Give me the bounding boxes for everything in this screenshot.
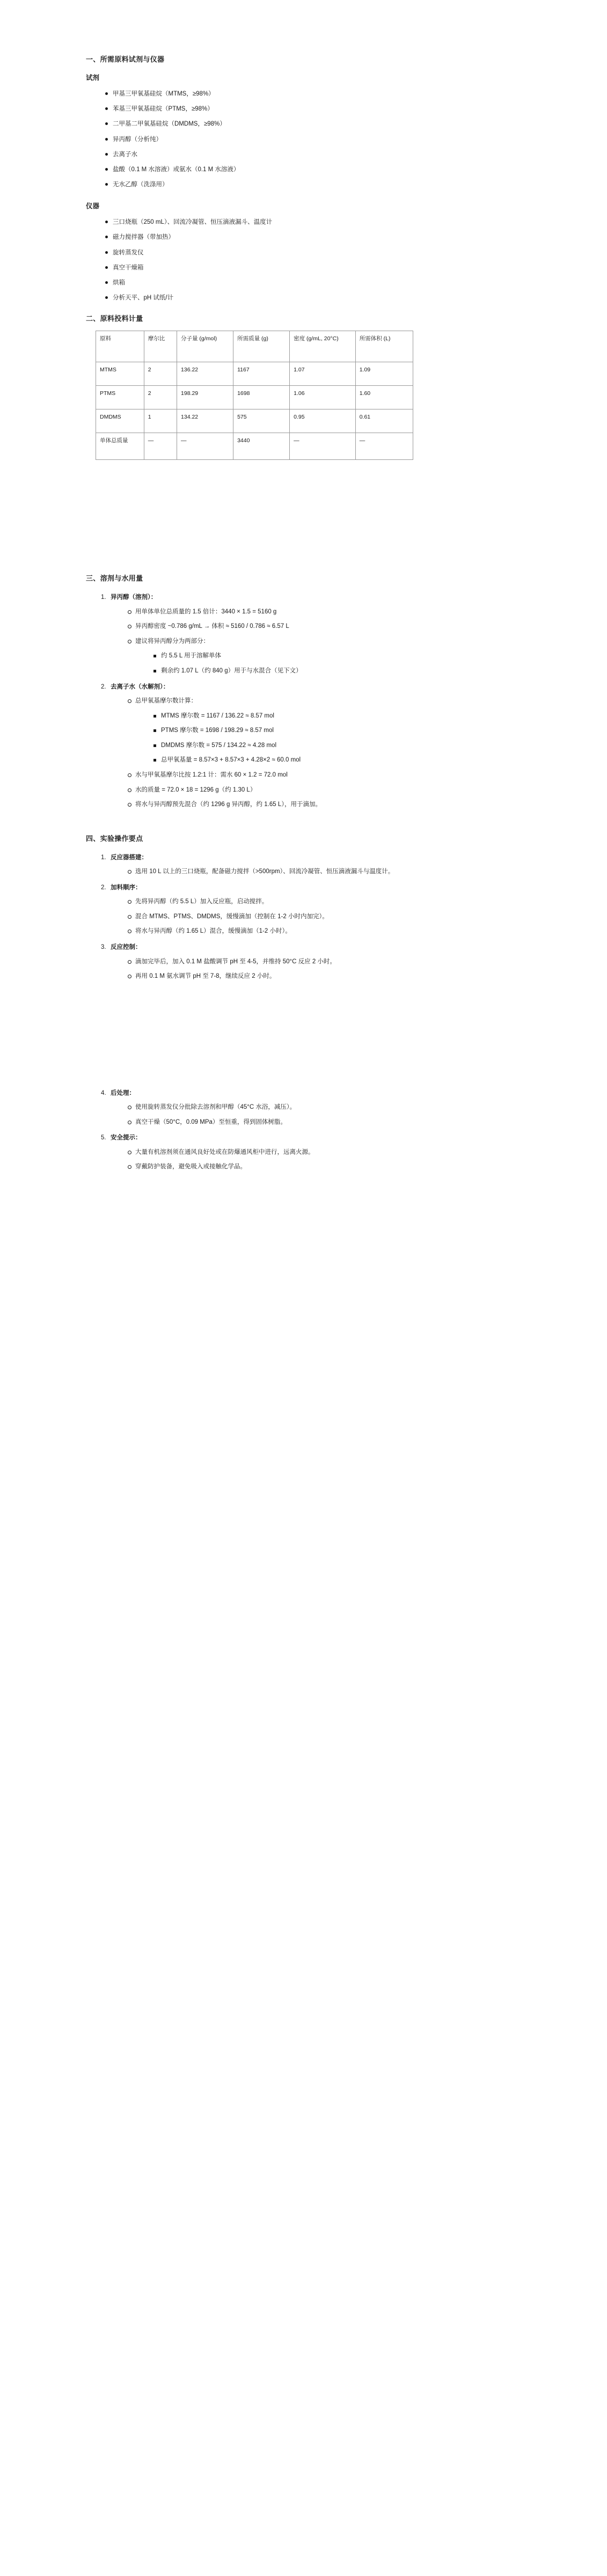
list-item-title: 异丙醇（溶剂）： xyxy=(111,594,157,601)
list-item xyxy=(111,851,521,880)
sub-list-item xyxy=(128,694,521,768)
instrument-list xyxy=(86,215,521,305)
cell-required-mass: 1167 xyxy=(233,362,290,386)
cell-molar-ratio: 2 xyxy=(144,386,177,409)
sub-list-item-text: 总甲氧基摩尔数计算： xyxy=(135,698,197,705)
cell-molar-ratio: — xyxy=(144,433,177,460)
list-item: 苯基三甲氧基硅烷（PTMS，≥98%） xyxy=(105,101,521,116)
list-item-title: 安全提示： xyxy=(111,1135,142,1141)
sub-list-item: 水的质量 = 72.0 × 18 = 1296 g（约 1.30 L） xyxy=(128,783,521,798)
section-heading-dosing: 二、原料投料计量 xyxy=(86,314,143,323)
cell-required-volume: — xyxy=(355,433,413,460)
sub-sub-list-item: 剩余约 1.07 L（约 840 g）用于与水混合（见下文） xyxy=(153,664,521,679)
spacer xyxy=(86,460,521,573)
sub-list-item: 再用 0.1 M 氨水调节 pH 至 7-8，继续反应 2 小时。 xyxy=(128,969,521,984)
list-item: 二甲基二甲氧基硅烷（DMDMS，≥98%） xyxy=(105,116,521,131)
cell-molar-ratio: 2 xyxy=(144,362,177,386)
sub-list-item: 水与甲氧基摩尔比按 1.2:1 计：需水 60 × 1.2 = 72.0 mol xyxy=(128,768,521,783)
subheading-instruments: 仪器 xyxy=(86,202,100,210)
list-item: 旋转蒸发仪 xyxy=(105,245,521,260)
cell-density: 1.06 xyxy=(290,386,356,409)
cell-material: PTMS xyxy=(96,386,144,409)
sub-list-item: 真空干燥（50°C，0.09 MPa）至恒重，得到固体树脂。 xyxy=(128,1115,521,1130)
col-header-required-mass: 所需质量 (g) xyxy=(233,331,290,362)
cell-density: 0.95 xyxy=(290,409,356,433)
cell-required-mass: 1698 xyxy=(233,386,290,409)
list-item: 磁力搅拌器（带加热） xyxy=(105,230,521,245)
cell-required-volume: 1.60 xyxy=(355,386,413,409)
cell-molar-ratio: 1 xyxy=(144,409,177,433)
cell-required-volume: 0.61 xyxy=(355,409,413,433)
list-item xyxy=(111,1131,521,1175)
list-item xyxy=(111,940,521,984)
sub-list xyxy=(111,955,521,984)
sub-list-item: 用单体单位总质量的 1.5 倍计：3440 × 1.5 = 5160 g xyxy=(128,605,521,620)
col-header-required-volume: 所需体积 (L) xyxy=(355,331,413,362)
cell-required-mass: 575 xyxy=(233,409,290,433)
table-head xyxy=(96,331,413,362)
list-item xyxy=(111,881,521,939)
sub-list-item: 使用旋转蒸发仪分批除去溶剂和甲醇（45°C 水浴，减压）。 xyxy=(128,1100,521,1115)
cell-required-mass: 3440 xyxy=(233,433,290,460)
sub-list-item xyxy=(128,634,521,679)
sub-list-item: 将水与异丙醇（约 1.65 L）混合，缓慢滴加（1-2 小时）。 xyxy=(128,924,521,939)
sub-sub-list xyxy=(135,709,521,768)
sub-list-item: 滴加完毕后，加入 0.1 M 盐酸调节 pH 至 4-5，并维持 50°C 反应 2 小时。 xyxy=(128,955,521,970)
cell-molecular-weight: 134.22 xyxy=(177,409,233,433)
list-item-title: 反应控制： xyxy=(111,944,142,951)
sub-list xyxy=(111,865,521,880)
sub-list xyxy=(111,605,521,679)
list-item: 三口烧瓶（250 mL）、回流冷凝管、恒压滴液漏斗、温度计 xyxy=(105,215,521,230)
spacer xyxy=(86,985,521,1086)
sub-list-item: 大量有机溶剂须在通风良好处或在防爆通风柜中进行，远离火源。 xyxy=(128,1145,521,1160)
cell-material: 单体总质量 xyxy=(96,433,144,460)
table-header-row xyxy=(96,331,413,362)
cell-material: DMDMS xyxy=(96,409,144,433)
cell-material: MTMS xyxy=(96,362,144,386)
sub-list-item: 混合 MTMS、PTMS、DMDMS，缓慢滴加（控制在 1-2 小时内加完）。 xyxy=(128,910,521,925)
procedure-list-part1 xyxy=(86,851,521,984)
col-header-molar-ratio: 摩尔比 xyxy=(144,331,177,362)
sub-list-item: 异丙醇密度 ~0.786 g/mL → 体积 ≈ 5160 / 0.786 ≈ 6.57 L xyxy=(128,619,521,634)
sub-list-item: 选用 10 L 以上的三口烧瓶，配备磁力搅拌（>500rpm）、回流冷凝管、恒压滴液漏斗与温度计。 xyxy=(128,865,521,880)
cell-molecular-weight: — xyxy=(177,433,233,460)
list-item: 去离子水 xyxy=(105,147,521,162)
list-item: 盐酸（0.1 M 水溶液）或氨水（0.1 M 水溶液） xyxy=(105,162,521,177)
col-header-density: 密度 (g/mL, 20°C) xyxy=(290,331,356,362)
section-heading-reagents: 一、所需原料试剂与仪器 xyxy=(86,55,165,63)
sub-list-item: 穿戴防护装备，避免吸入或接触化学品。 xyxy=(128,1160,521,1175)
subheading-reagents: 试剂 xyxy=(86,74,100,82)
cell-required-volume: 1.09 xyxy=(355,362,413,386)
list-item xyxy=(111,1086,521,1130)
list-item: 分析天平、pH 试纸/计 xyxy=(105,290,521,305)
section-heading-solvent-water: 三、溶剂与水用量 xyxy=(86,574,143,583)
table-body xyxy=(96,362,413,460)
spacer xyxy=(86,308,521,313)
sub-list xyxy=(111,1145,521,1175)
table-row xyxy=(96,386,413,409)
sub-sub-list-item: PTMS 摩尔数 = 1698 / 198.29 ≈ 8.57 mol xyxy=(153,723,521,738)
list-item xyxy=(111,680,521,813)
list-item: 真空干燥箱 xyxy=(105,260,521,275)
table-row xyxy=(96,409,413,433)
list-item-title: 后处理： xyxy=(111,1089,135,1096)
sub-list xyxy=(111,694,521,813)
list-item-title: 加料顺序： xyxy=(111,884,142,891)
col-header-material: 原料 xyxy=(96,331,144,362)
material-dosing-table xyxy=(96,331,413,460)
sub-list xyxy=(111,895,521,939)
cell-density: — xyxy=(290,433,356,460)
sub-list-item: 先将异丙醇（约 5.5 L）加入反应瓶，启动搅拌。 xyxy=(128,895,521,910)
sub-list-item: 将水与异丙醇预先混合（约 1296 g 异丙醇，约 1.65 L），用于滴加。 xyxy=(128,797,521,813)
sub-sub-list xyxy=(135,649,521,678)
table-row xyxy=(96,362,413,386)
list-item: 烘箱 xyxy=(105,275,521,290)
list-item: 异丙醇（分析纯） xyxy=(105,132,521,147)
table-row-total xyxy=(96,433,413,460)
list-item xyxy=(111,590,521,678)
list-item-title: 去离子水（水解剂）： xyxy=(111,683,170,690)
sub-list xyxy=(111,1100,521,1130)
spacer xyxy=(86,814,521,833)
sub-sub-list-item: DMDMS 摩尔数 = 575 / 134.22 ≈ 4.28 mol xyxy=(153,738,521,753)
sub-sub-list-item: MTMS 摩尔数 = 1167 / 136.22 ≈ 8.57 mol xyxy=(153,709,521,724)
list-item: 无水乙醇（洗涤用） xyxy=(105,177,521,192)
solvent-water-list xyxy=(86,590,521,813)
reagent-list xyxy=(86,86,521,192)
list-item-title: 反应器搭建： xyxy=(111,854,148,861)
col-header-molecular-weight: 分子量 (g/mol) xyxy=(177,331,233,362)
list-item: 甲基三甲氧基硅烷（MTMS，≥98%） xyxy=(105,86,521,101)
procedure-list-part2 xyxy=(86,1086,521,1175)
cell-density: 1.07 xyxy=(290,362,356,386)
section-heading-procedure: 四、实验操作要点 xyxy=(86,834,143,843)
sub-list-item-text: 建议将异丙醇分为两部分： xyxy=(135,638,209,645)
sub-sub-list-item: 约 5.5 L 用于溶解单体 xyxy=(153,649,521,664)
cell-molecular-weight: 136.22 xyxy=(177,362,233,386)
sub-sub-list-item: 总甲氧基量 = 8.57×3 + 8.57×3 + 4.28×2 ≈ 60.0 mol xyxy=(153,753,521,768)
cell-molecular-weight: 198.29 xyxy=(177,386,233,409)
